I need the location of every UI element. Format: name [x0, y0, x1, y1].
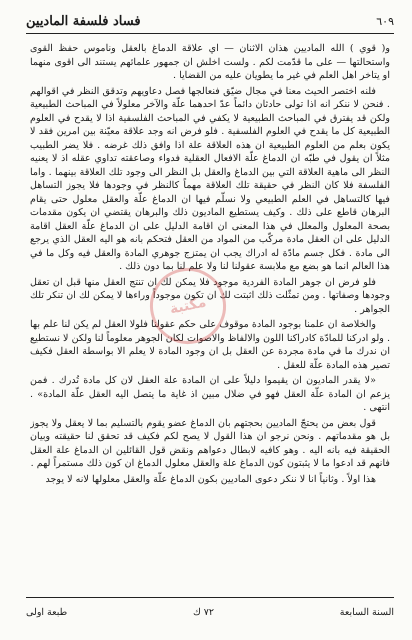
stamp-text: مكتبة	[168, 294, 208, 318]
quotation: «لا يقدر الماديون ان يقيموا دليلاً على ان المادة علة العقل لان كل مادة تُدرك . فمن يزعم ان المادة علّة العقل فهو في ضلال مبين اذ غاية ما يتصل اليه العقل علّة المادة» . انتهى .	[30, 375, 390, 413]
footer-divider	[26, 597, 394, 598]
paragraph: و( قوي ) الله الماديين هذان الاثنان — اي علاقة الدماغ بالعقل وناموس حفظ القوى واستحالتها — على ما قدّمت لكم . ولست اخلش ان جمهور علمائهم يستند الى اقوى منهما او يتاخر اهل العلم في غير ما يطويان عليه من القضايا .	[30, 43, 390, 81]
paragraph: قول بعض من يحتجّ الماديين بحجتهم بان الدماغ عضو يقوم بالتسليم بما لا يعقل ولا يجوز بل هو مقدماتهم . ونحن نرجو ان هذا القول لا يصح لكم فكيف قد تحقق لنا حقيقته وبيان الحقيقة فيه بانه اليه . وهو كافيه لابطال دعواهم ونقض قول القائلين ان الدماغ علة العقل فانهم قد ادعوا ما لا يثبتون كون الدماغ علة والعقل معلول الدماغ ان كون ذلك مستمراً لهم .	[30, 417, 390, 469]
paragraph: فلو فرض ان جوهر المادة الفردية موجود فلا يمكن لك ان تنتج العقل منها قبل ان تعقل وجودها وصفاتها . ومن تمثّلت ذلك اثبتت لك ان تكون موجوداً وراءها لا يمكن لك ان تنكر تلك الجواهر .	[30, 276, 390, 315]
page-footer	[26, 602, 394, 622]
header-divider	[26, 33, 394, 34]
page-header	[26, 10, 394, 32]
paragraph: هذا اولاً . وثانياً انا لا ننكر دعوى الماديين بكون الدماغ علّة والعقل معلولها لانه لا يوجد	[45, 473, 376, 485]
paragraph: فلنه اختصر الحيث معنا في مجال ضيّق فنعالجها فصل دعاويهم وتدقق النظر في اقوالهم . فنحن لا ننكر انه اذا تولى حادثان دائماً عدّ احدهما علّة والآخر معلولاً في المباحث الطبيعية ولكن قد يفترق في المباحث الطبيعية لا يكفي في المباحث الفلسفية اذا لا يقدح في العلوم الطبيعية كل ما يقدح في العلوم الفلسفية . فلو فرض انه وجد علاقة معيّنة بين امرين فقد لا يكون بعلم من العلوم الطبيعية ان هذه العلاقة علة اذا وافق ذلك غرضه . فلا يضر الطبيب مثلاً ان يقول في طبّه ان الدماغ علّة الافعال العقلية فدواء وصاعقته تداوي عقله اذ لا يعنيه النظر الى ماهية العلاقة التي بين الدماغ والعقل بل النظر الى وجود تلك العلاقة بينهما . واما الفلسفة فلا كان النظر في حقيقة تلك العلاقة مهماً كالنظر في وجودها فلا يجوز التساهل فيها كالتساهل في العلم الطبيعي ولا نسلّم فيها ان الدماغ علّة والعقل معلول حتى يقام البرهان قاطع على ذلك . وكيف يستطيع الماديون ذلك والبرهان يقتضي ان يكون مقدمات بصحة المعلول والمعلل في هذا المعنى ان اقامة الدليل على ان الدماغ علّة العقل اقامة الدليل على ان العقل مادة مركّب من المواد من العقل فتحكم بانه هو اليه العقل الذي يرجع الى مادة . فكل جسم مادّة له ادراك يجب ان يمتزج جوهري المادة والعقل فيه وكل ما في هذا العالم انما هو بضع مع ملابسة عقولنا لنا ولا علم لنا بما دون ذلك .	[30, 85, 390, 272]
footer-volume: السنة السابعة	[339, 606, 394, 618]
body-text	[30, 42, 390, 590]
footer-issue: ٧٢ ك	[192, 606, 215, 618]
page-number: ٦٠٩	[376, 14, 394, 28]
footer-edition: طبعة اولى	[26, 606, 68, 618]
page-title: فساد فلسفة الماديين	[26, 13, 141, 29]
paragraph: والخلاصة ان علمنا بوجود المادة موقوف على حكم عقولنا فلولا العقل لم يكن لنا علم بها . ولو ادركنا للمادّة كادراكنا اللون والالفاظ والاصوات لكان الجوهر معلوماً لنا ولكن لا نستطيع ان ندرك ما في مادة مجردة عن العقل بل ان وجود المادة لا يعلم الا بواسطة العقل فكيف تصير هذه المادة علّة للعقل .	[30, 319, 390, 371]
